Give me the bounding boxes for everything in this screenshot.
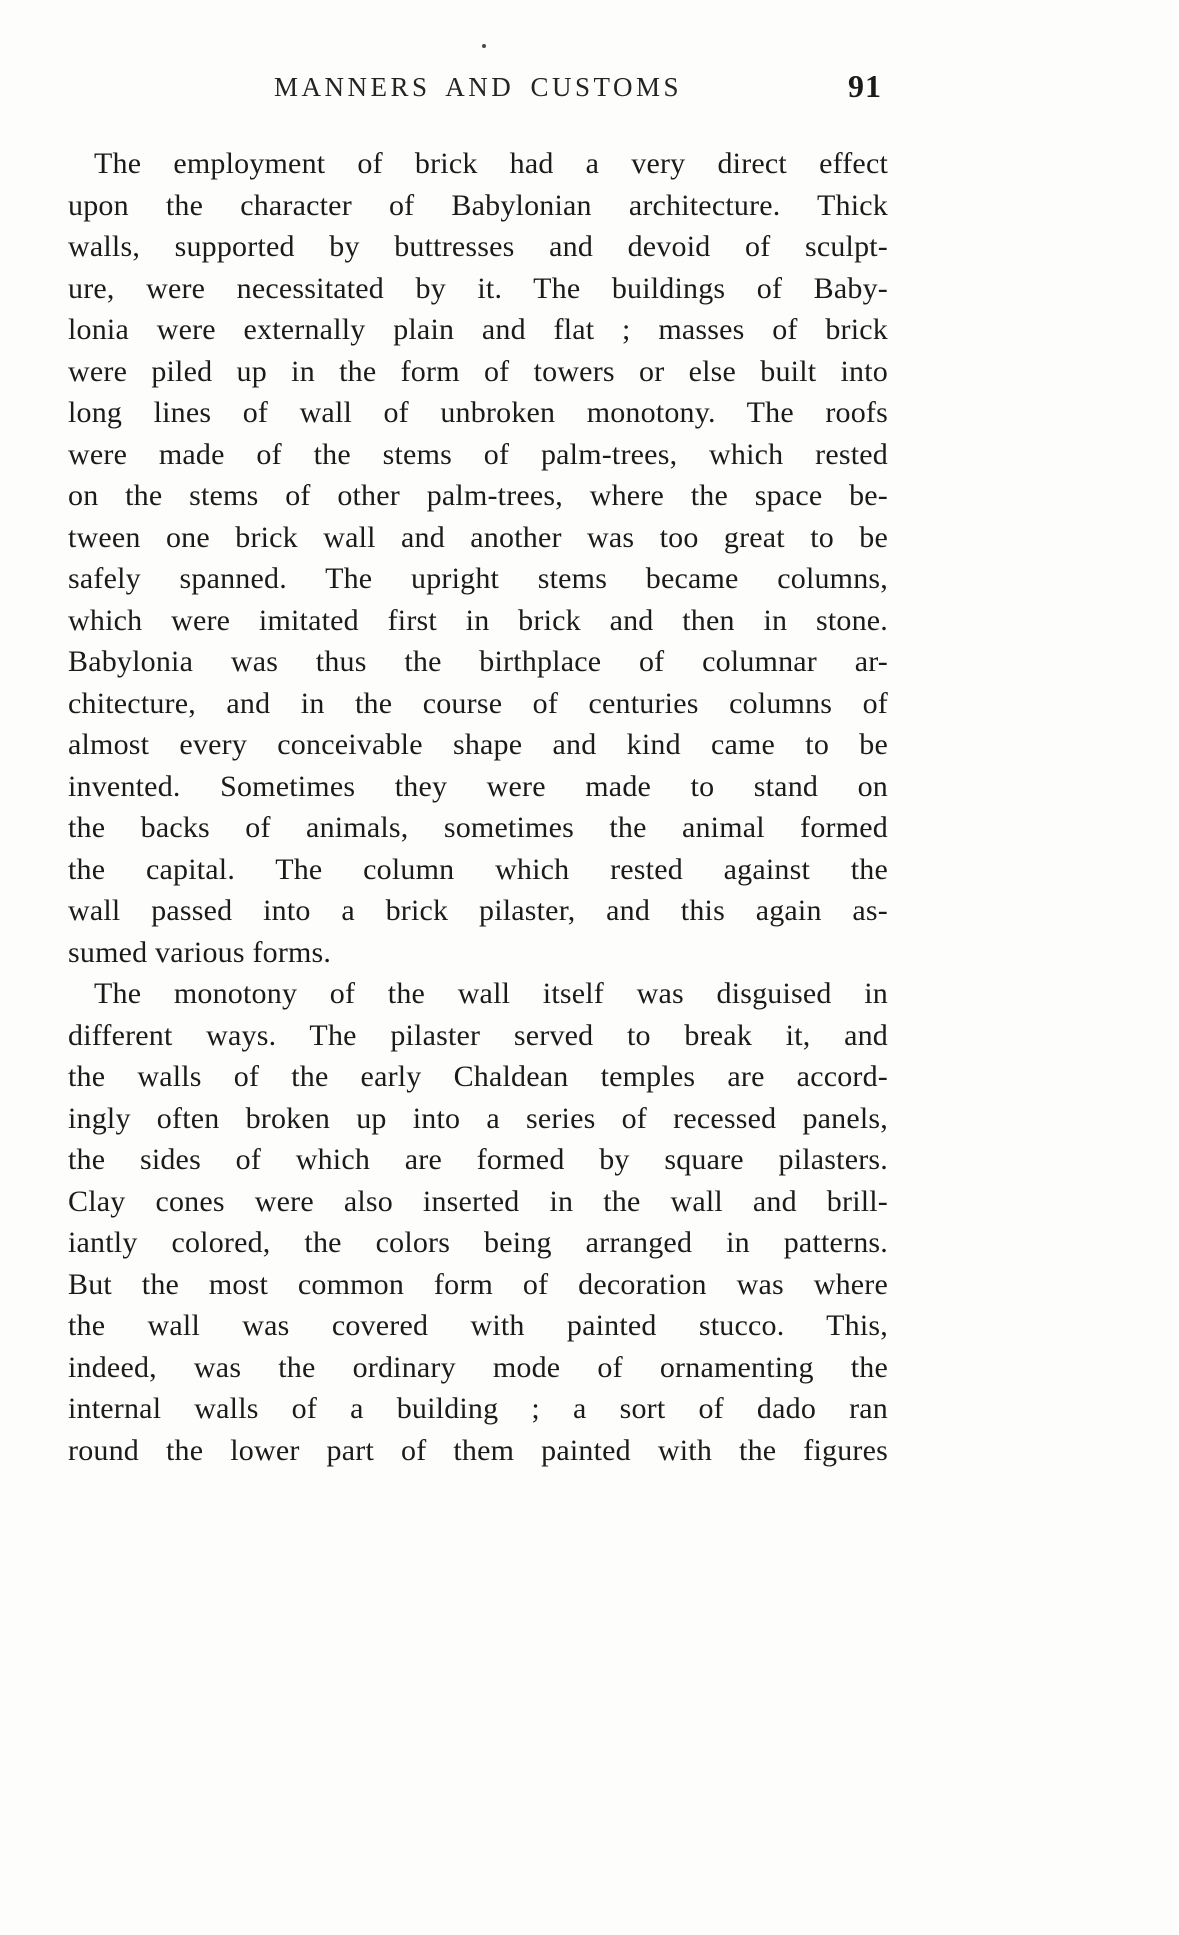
text-line: almost every conceivable shape and kind came to be: [68, 728, 888, 761]
text-line: chitecture, and in the course of centuries columns of: [68, 686, 888, 720]
text-line: the wall was covered with painted stucco. This,: [68, 1309, 888, 1342]
paragraph: [68, 973, 888, 1471]
text-line: sumed various forms.: [68, 935, 332, 969]
text-line: the walls of the early Chaldean temples are accord-: [68, 1060, 888, 1093]
text-line: tween one brick wall and another was too great to be: [68, 520, 888, 554]
page-body: [68, 143, 888, 1471]
text-block: [68, 68, 888, 1471]
text-line: wall passed into a brick pilaster, and this again as-: [68, 894, 888, 927]
text-line: which were imitated first in brick and then in stone.: [68, 603, 888, 637]
text-line: upon the character of Babylonian architecture. Thick: [68, 188, 888, 222]
text-line: lonia were externally plain and flat ; masses of brick: [68, 313, 888, 346]
text-line: invented. Sometimes they were made to stand on: [68, 769, 888, 803]
scan-speck: [482, 44, 486, 48]
text-line: iantly colored, the colors being arranged in patterns.: [68, 1226, 888, 1259]
text-line: were made of the stems of palm-trees, which rested: [68, 437, 888, 471]
running-title: MANNERS AND CUSTOMS: [273, 72, 683, 102]
text-line: the backs of animals, sometimes the animal formed: [68, 811, 888, 844]
text-line: Clay cones were also inserted in the wall and brill-: [68, 1184, 888, 1218]
text-line: walls, supported by buttresses and devoid of sculpt-: [68, 230, 888, 263]
paragraph: [68, 143, 888, 973]
text-line: round the lower part of them painted with the figures: [68, 1433, 888, 1467]
text-line: indeed, was the ordinary mode of ornamenting the: [68, 1350, 888, 1384]
text-line: ure, were necessitated by it. The buildings of Baby-: [68, 271, 888, 305]
page-header: [68, 68, 888, 116]
text-line: ingly often broken up into a series of recessed panels,: [68, 1101, 888, 1135]
text-line: different ways. The pilaster served to break it, and: [68, 1018, 888, 1052]
text-line: long lines of wall of unbroken monotony. The roofs: [68, 396, 888, 429]
text-line: were piled up in the form of towers or else built into: [68, 354, 888, 388]
text-line: safely spanned. The upright stems became columns,: [68, 562, 888, 595]
text-line: the capital. The column which rested against the: [68, 852, 888, 886]
text-line: on the stems of other palm-trees, where the space be-: [68, 479, 888, 512]
text-line: the sides of which are formed by square pilasters.: [68, 1143, 888, 1176]
text-line: internal walls of a building ; a sort of dado ran: [68, 1392, 888, 1425]
page-number: 91: [848, 68, 882, 104]
text-line: Babylonia was thus the birthplace of columnar ar-: [68, 645, 888, 678]
text-line: The monotony of the wall itself was disguised in: [94, 977, 888, 1010]
text-line: But the most common form of decoration was where: [68, 1267, 888, 1301]
text-line: The employment of brick had a very direct effect: [94, 147, 888, 180]
